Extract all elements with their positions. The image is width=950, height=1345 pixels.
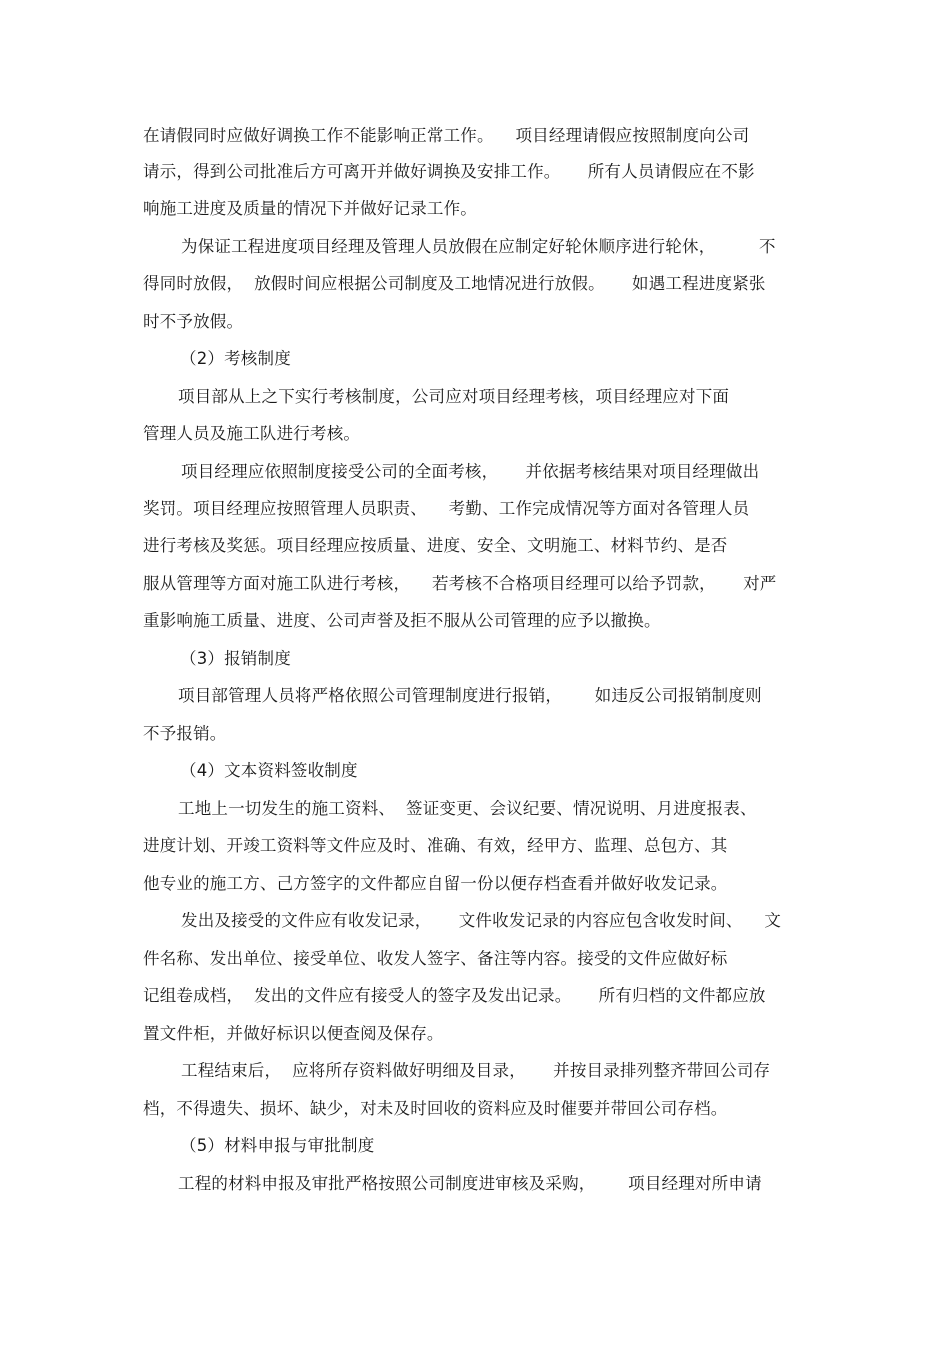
text-line: 时不予放假。 <box>143 312 244 331</box>
text-line: 管理人员及施工队进行考核。 <box>143 424 361 443</box>
text-line: 他专业的施工方、己方签字的文件都应自留一份以便存档查看并做好收发记录。 <box>143 874 728 893</box>
text-line: 档，不得遗失、损坏、缺少，对未及时回收的资料应及时催要并带回公司存档。 <box>143 1099 728 1118</box>
section-heading: （2）考核制度 <box>180 349 291 368</box>
text-line: 置文件柜，并做好标识以便查阅及保存。 <box>143 1024 444 1043</box>
text-line: 在请假同时应做好调换工作不能影响正常工作。 项目经理请假应按照制度向公司 <box>143 126 750 145</box>
paragraph-first-line: 工程的材料申报及审批严格按照公司制度进审核及采购， 项目经理对所申请 <box>178 1174 762 1193</box>
text-line: 奖罚。项目经理应按照管理人员职责、 考勤、工作完成情况等方面对各管理人员 <box>143 499 750 518</box>
paragraph-first-line: 项目部从上之下实行考核制度，公司应对项目经理考核，项目经理应对下面 <box>178 387 730 406</box>
paragraph-first-line: 为保证工程进度项目经理及管理人员放假在应制定好轮休顺序进行轮休， 不 <box>181 237 776 256</box>
text-line: 件名称、发出单位、接受单位、收发人签字、备注等内容。接受的文件应做好标 <box>143 949 728 968</box>
text-line: 重影响施工质量、进度、公司声誉及拒不服从公司管理的应予以撤换。 <box>143 611 661 630</box>
text-line: 不予报销。 <box>143 724 227 743</box>
text-line: 服从管理等方面对施工队进行考核， 若考核不合格项目经理可以给予罚款， 对严 <box>143 574 777 593</box>
section-heading: （4）文本资料签收制度 <box>180 761 358 780</box>
paragraph-first-line: 工地上一切发生的施工资料、 签证变更、会议纪要、情况说明、月进度报表、 <box>178 799 757 818</box>
paragraph-first-line: 项目部管理人员将严格依照公司管理制度进行报销， 如违反公司报销制度则 <box>178 686 762 705</box>
section-heading: （5）材料申报与审批制度 <box>180 1136 375 1155</box>
paragraph-first-line: 工程结束后， 应将所存资料做好明细及目录， 并按目录排列整齐带回公司存 <box>181 1061 771 1080</box>
text-line: 请示，得到公司批准后方可离开并做好调换及安排工作。 所有人员请假应在不影 <box>143 162 755 181</box>
paragraph-first-line: 发出及接受的文件应有收发记录， 文件收发记录的内容应包含收发时间、 文 <box>181 911 782 930</box>
section-heading: （3）报销制度 <box>180 649 291 668</box>
text-line: 响施工进度及质量的情况下并做好记录工作。 <box>143 199 477 218</box>
text-line: 进行考核及奖惩。项目经理应按质量、进度、安全、文明施工、材料节约、是否 <box>143 536 728 555</box>
text-line: 进度计划、开竣工资料等文件应及时、准确、有效，经甲方、监理、总包方、其 <box>143 836 728 855</box>
text-line: 记组卷成档， 发出的文件应有接受人的签字及发出记录。 所有归档的文件都应放 <box>143 986 766 1005</box>
paragraph-first-line: 项目经理应依照制度接受公司的全面考核， 并依据考核结果对项目经理做出 <box>181 462 760 481</box>
text-line: 得同时放假， 放假时间应根据公司制度及工地情况进行放假。 如遇工程进度紧张 <box>143 274 766 293</box>
